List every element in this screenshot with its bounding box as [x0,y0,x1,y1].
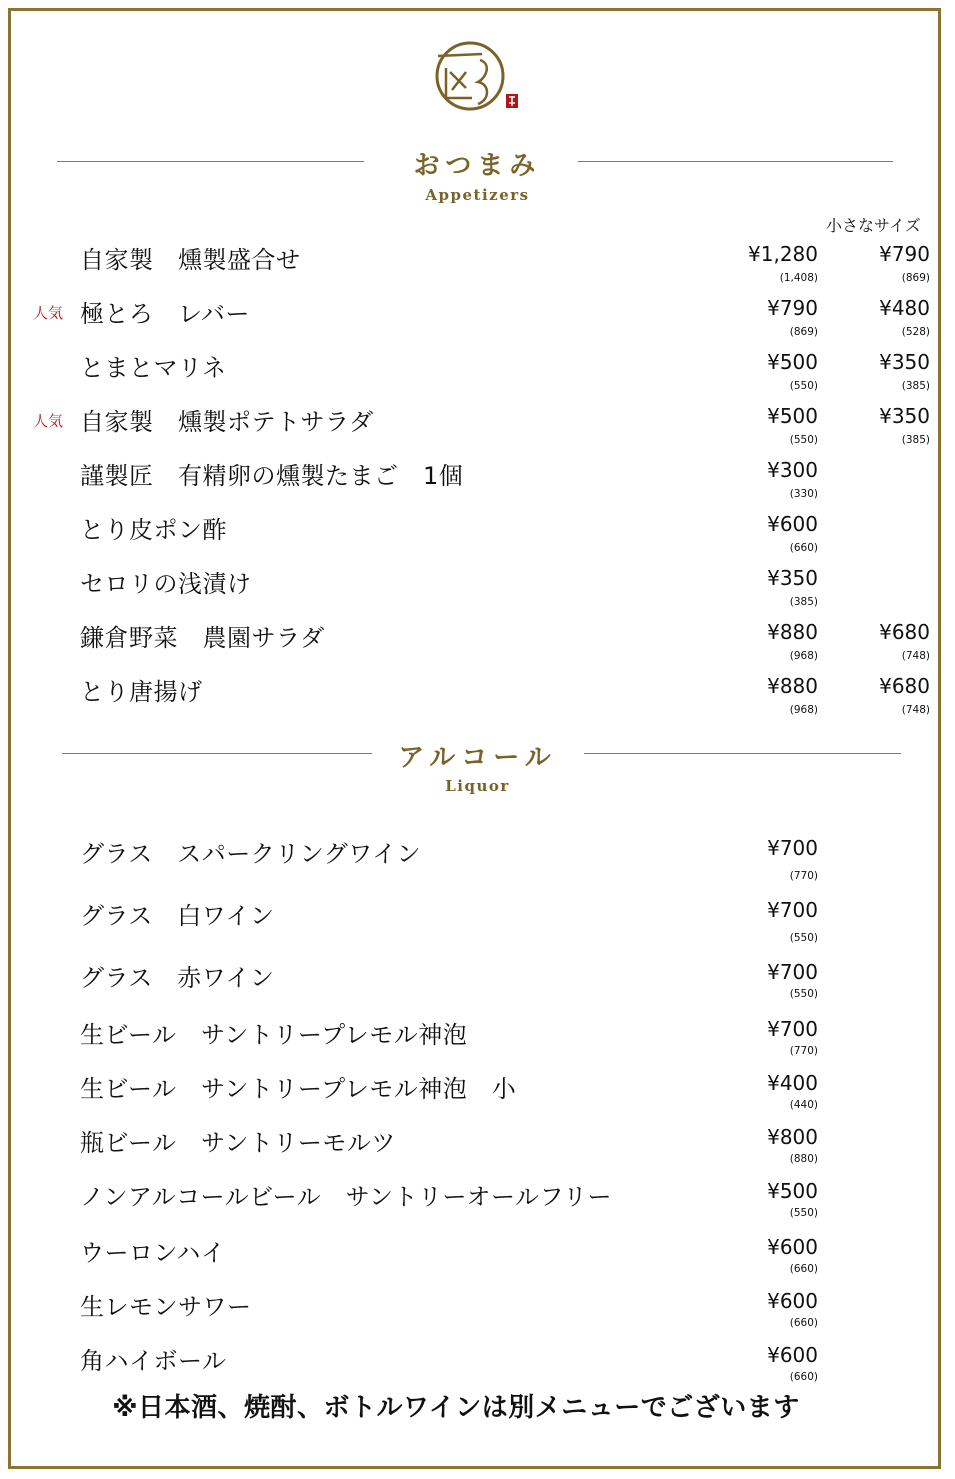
liquor-title-en: Liquor [445,777,510,795]
item-name: 謹製匠 有精卵の燻製たまご 1個 [80,462,464,490]
item-price: ¥600 [767,1289,818,1313]
item-name: ノンアルコールビール サントリーオールフリー [80,1183,613,1211]
popular-badge: 人気 [33,412,64,430]
item-price-tax-included: (968) [789,650,818,662]
item-price: ¥700 [767,836,818,860]
appetizer-row [0,294,955,338]
item-name: グラス スパークリングワイン [80,840,422,868]
item-name: グラス 赤ワイン [80,964,275,992]
item-price-tax-included: (550) [789,1207,818,1219]
liquor-row [0,1177,955,1217]
item-name: 瓶ビール サントリーモルツ [80,1129,396,1157]
appetizer-row [0,348,955,392]
item-name: 生ビール サントリープレモル神泡 [80,1021,468,1049]
item-name: とり皮ポン酢 [80,516,227,544]
restaurant-logo [432,38,524,118]
small-size-price: ¥350 [879,404,930,428]
liquor-row [0,1069,955,1109]
item-price-tax-included: (660) [789,1263,818,1275]
appetizer-row [0,564,955,608]
appetizer-row [0,240,955,284]
footer-note: ※日本酒、焼酎、ボトルワインは別メニューでございます [112,1393,800,1423]
item-price: ¥600 [767,1235,818,1259]
small-size-column-label: 小さなサイズ [826,216,921,235]
item-name: 角ハイボール [80,1347,227,1375]
appetizers-title-jp: おつまみ [413,151,542,181]
item-price-tax-included: (880) [789,1153,818,1165]
appetizer-row [0,672,955,716]
item-name: ウーロンハイ [80,1239,226,1267]
item-price: ¥880 [767,620,818,644]
item-price-tax-included: (660) [789,542,818,554]
item-price-tax-included: (550) [789,932,818,944]
liquor-row [0,1341,955,1381]
item-name: 生レモンサワー [80,1293,252,1321]
item-price: ¥1,280 [748,242,818,266]
item-price-tax-included: (550) [789,380,818,392]
liquor-row [0,1123,955,1163]
appetizers-title-en: Appetizers [425,186,530,204]
item-price-tax-included: (550) [789,988,818,1000]
appetizer-row [0,456,955,500]
small-size-price-tax-included: (748) [901,704,930,716]
item-name: 極とろ レバー [80,300,250,328]
item-price: ¥500 [767,1179,818,1203]
item-name: とり唐揚げ [80,678,203,706]
item-price-tax-included: (770) [789,870,818,882]
item-price: ¥700 [767,898,818,922]
small-size-price-tax-included: (528) [901,326,930,338]
item-price: ¥350 [767,566,818,590]
item-price: ¥600 [767,1343,818,1367]
item-price-tax-included: (1,408) [779,272,818,284]
item-price: ¥600 [767,512,818,536]
item-price: ¥500 [767,404,818,428]
appetizer-row [0,510,955,554]
popular-badge: 人気 [33,304,64,322]
appetizer-row [0,402,955,446]
small-size-price: ¥350 [879,350,930,374]
item-price-tax-included: (330) [789,488,818,500]
item-price-tax-included: (660) [789,1317,818,1329]
appetizer-row [0,618,955,662]
small-size-price: ¥480 [879,296,930,320]
item-price-tax-included: (385) [789,596,818,608]
item-name: 生ビール サントリープレモル神泡 小 [80,1075,517,1103]
small-size-price-tax-included: (385) [901,434,930,446]
small-size-price-tax-included: (869) [901,272,930,284]
item-price: ¥800 [767,1125,818,1149]
item-name: 自家製 燻製盛合せ [80,246,301,274]
item-price-tax-included: (440) [789,1099,818,1111]
item-name: 鎌倉野菜 農園サラダ [80,624,325,652]
small-size-price: ¥790 [879,242,930,266]
item-price-tax-included: (550) [789,434,818,446]
small-size-price: ¥680 [879,674,930,698]
item-price-tax-included: (660) [789,1371,818,1383]
item-price-tax-included: (869) [789,326,818,338]
liquor-title-jp: アルコール [398,743,557,773]
liquor-row [0,958,955,998]
liquor-row [0,896,955,944]
item-name: セロリの浅漬け [80,570,252,598]
liquor-row [0,1287,955,1327]
liquor-row [0,1015,955,1055]
item-name: グラス 白ワイン [80,902,275,930]
item-name: とまとマリネ [80,354,227,382]
item-price: ¥700 [767,1017,818,1041]
small-size-price-tax-included: (748) [901,650,930,662]
item-price: ¥500 [767,350,818,374]
item-price: ¥700 [767,960,818,984]
item-price: ¥300 [767,458,818,482]
item-price: ¥880 [767,674,818,698]
liquor-row [0,834,955,882]
item-price: ¥790 [767,296,818,320]
small-size-price-tax-included: (385) [901,380,930,392]
small-size-price: ¥680 [879,620,930,644]
item-price-tax-included: (770) [789,1045,818,1057]
liquor-row [0,1233,955,1273]
item-name: 自家製 燻製ポテトサラダ [80,408,374,436]
item-price-tax-included: (968) [789,704,818,716]
item-price: ¥400 [767,1071,818,1095]
